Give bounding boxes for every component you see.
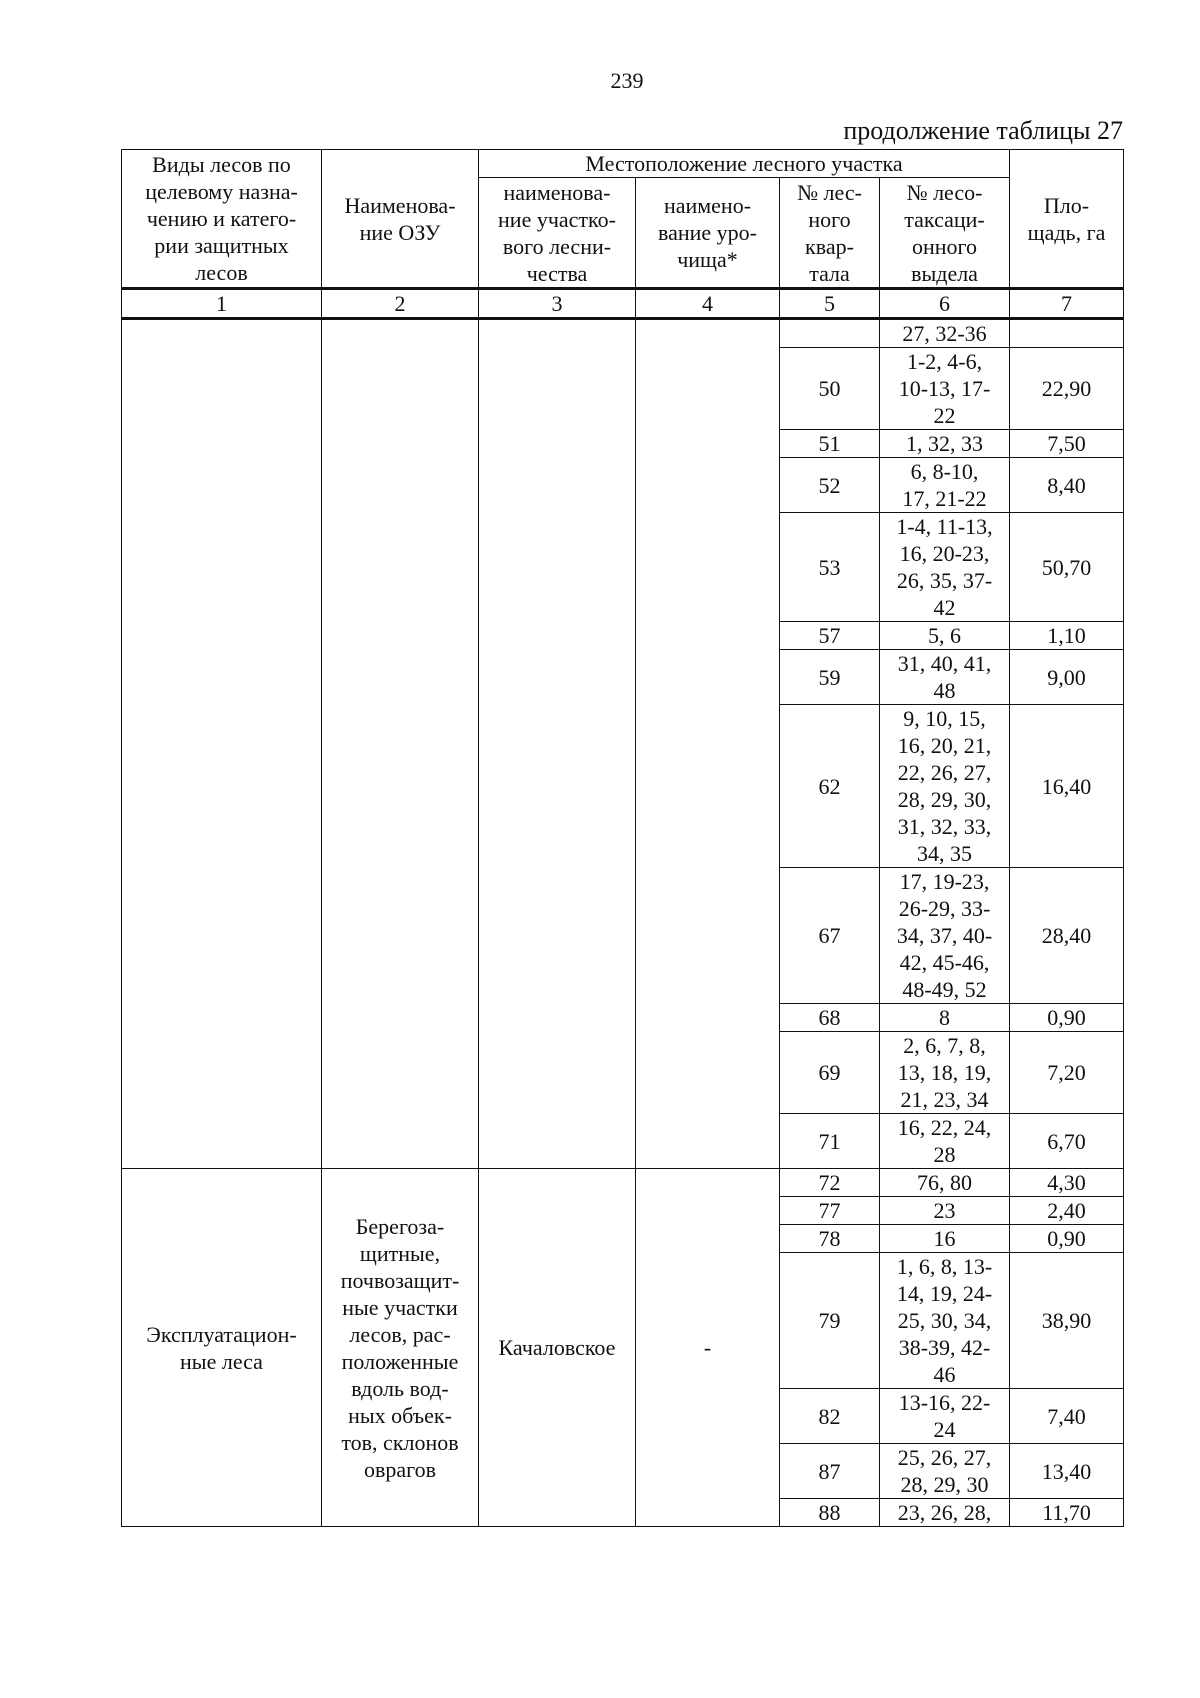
- column-numbers-row: [122, 289, 1124, 319]
- lesnichestvo-cell: Качаловское: [479, 1169, 636, 1527]
- column-number: 2: [322, 289, 479, 319]
- area-cell: 50,70: [1010, 513, 1124, 622]
- vydel-cell: 23, 26, 28,: [880, 1499, 1010, 1527]
- vydel-cell: 1, 6, 8, 13- 14, 19, 24- 25, 30, 34, 38-39, 42- 46: [880, 1253, 1010, 1389]
- kvartal-cell: 52: [780, 458, 880, 513]
- kvartal-cell: 62: [780, 705, 880, 868]
- area-cell: 16,40: [1010, 705, 1124, 868]
- area-cell: 0,90: [1010, 1225, 1124, 1253]
- ozu-name-cell: Берегоза- щитные, почвозащит- ные участки лесов, рас- положенные вдоль вод- ных объек- тов, склонов оврагов: [322, 1169, 479, 1527]
- kvartal-cell: 69: [780, 1032, 880, 1114]
- kvartal-cell: 79: [780, 1253, 880, 1389]
- forest-type-cell: Эксплуатацион- ные леса: [122, 1169, 322, 1527]
- ozu-cell-empty: [322, 319, 479, 1169]
- vydel-cell: 16, 22, 24, 28: [880, 1114, 1010, 1169]
- page-number: 239: [610, 68, 644, 93]
- vydel-cell: 9, 10, 15, 16, 20, 21, 22, 26, 27, 28, 29, 30, 31, 32, 33, 34, 35: [880, 705, 1010, 868]
- forest-plots-table: [121, 149, 1124, 1527]
- vydel-cell: 25, 26, 27, 28, 29, 30: [880, 1444, 1010, 1499]
- kvartal-cell: 87: [780, 1444, 880, 1499]
- vydel-cell: 76, 80: [880, 1169, 1010, 1197]
- vydel-cell: 6, 8-10, 17, 21-22: [880, 458, 1010, 513]
- kvartal-cell: 68: [780, 1004, 880, 1032]
- column-number: 4: [636, 289, 780, 319]
- table-row: [122, 319, 1124, 348]
- area-cell: 28,40: [1010, 868, 1124, 1004]
- area-cell: 6,70: [1010, 1114, 1124, 1169]
- kvartal-cell: 82: [780, 1389, 880, 1444]
- kvartal-cell: 53: [780, 513, 880, 622]
- kvartal-cell: 71: [780, 1114, 880, 1169]
- area-cell: 7,20: [1010, 1032, 1124, 1114]
- vydel-cell: 1-4, 11-13, 16, 20-23, 26, 35, 37- 42: [880, 513, 1010, 622]
- kvartal-cell: 57: [780, 622, 880, 650]
- lesnichestvo-cell-empty: [479, 319, 636, 1169]
- header-lesnichestvo: наименова- ние участко- вого лесни- чества: [479, 178, 636, 289]
- vydel-cell: 1-2, 4-6, 10-13, 17- 22: [880, 348, 1010, 430]
- column-number: 3: [479, 289, 636, 319]
- area-cell: 8,40: [1010, 458, 1124, 513]
- kvartal-cell: 78: [780, 1225, 880, 1253]
- header-location-group: Местоположение лесного участка: [479, 150, 1010, 178]
- vydel-cell: 1, 32, 33: [880, 430, 1010, 458]
- vydel-cell: 5, 6: [880, 622, 1010, 650]
- vydel-cell: 31, 40, 41, 48: [880, 650, 1010, 705]
- area-cell: 13,40: [1010, 1444, 1124, 1499]
- kvartal-cell: 88: [780, 1499, 880, 1527]
- column-number: 1: [122, 289, 322, 319]
- table-row: [122, 1169, 1124, 1197]
- header-forest-type: Виды лесов по целевому назна- чению и катего- рии защитных лесов: [122, 150, 322, 289]
- kvartal-cell: 59: [780, 650, 880, 705]
- kvartal-cell: 72: [780, 1169, 880, 1197]
- area-cell: 0,90: [1010, 1004, 1124, 1032]
- area-cell: 22,90: [1010, 348, 1124, 430]
- header-vydel: № лесо- таксаци- онного выдела: [880, 178, 1010, 289]
- area-cell: 7,50: [1010, 430, 1124, 458]
- header-urochishche: наимено- вание уро- чища*: [636, 178, 780, 289]
- column-number: 6: [880, 289, 1010, 319]
- urochishche-cell-empty: [636, 319, 780, 1169]
- vydel-cell: 8: [880, 1004, 1010, 1032]
- kvartal-cell: 51: [780, 430, 880, 458]
- area-cell: 9,00: [1010, 650, 1124, 705]
- vydel-cell: 2, 6, 7, 8, 13, 18, 19, 21, 23, 34: [880, 1032, 1010, 1114]
- kvartal-cell: 67: [780, 868, 880, 1004]
- column-number: 7: [1010, 289, 1124, 319]
- vydel-cell: 17, 19-23, 26-29, 33- 34, 37, 40- 42, 45-46, 48-49, 52: [880, 868, 1010, 1004]
- vydel-cell: 27, 32-36: [880, 319, 1010, 348]
- vydel-cell: 13-16, 22- 24: [880, 1389, 1010, 1444]
- header-ozu-name: Наименова- ние ОЗУ: [322, 150, 479, 289]
- kvartal-cell: 77: [780, 1197, 880, 1225]
- forest-type-cell-empty: [122, 319, 322, 1169]
- area-cell: 7,40: [1010, 1389, 1124, 1444]
- area-cell: 38,90: [1010, 1253, 1124, 1389]
- area-cell: [1010, 319, 1124, 348]
- kvartal-cell: 50: [780, 348, 880, 430]
- vydel-cell: 23: [880, 1197, 1010, 1225]
- area-cell: 2,40: [1010, 1197, 1124, 1225]
- column-number: 5: [780, 289, 880, 319]
- table-continuation-label: продолжение таблицы 27: [843, 116, 1123, 145]
- area-cell: 11,70: [1010, 1499, 1124, 1527]
- urochishche-cell: -: [636, 1169, 780, 1527]
- kvartal-cell: [780, 319, 880, 348]
- header-area: Пло- щадь, га: [1010, 150, 1124, 289]
- vydel-cell: 16: [880, 1225, 1010, 1253]
- area-cell: 4,30: [1010, 1169, 1124, 1197]
- header-kvartal: № лес- ного квар- тала: [780, 178, 880, 289]
- area-cell: 1,10: [1010, 622, 1124, 650]
